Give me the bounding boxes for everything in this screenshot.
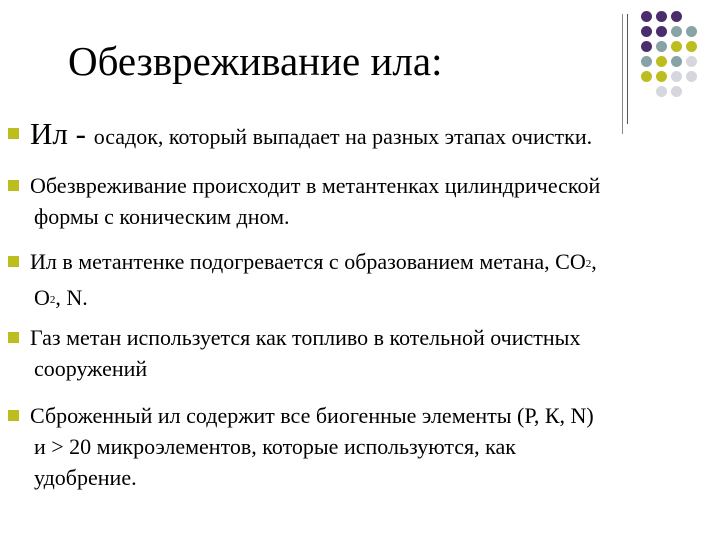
decor-dot bbox=[686, 26, 697, 37]
decor-dot bbox=[641, 56, 652, 67]
bullet-line: осадок, который выпадает на разных этапах очистки. bbox=[93, 124, 593, 149]
square-bullet-icon bbox=[8, 128, 19, 139]
bullet-item-1 bbox=[8, 118, 592, 152]
decor-dot bbox=[656, 26, 667, 37]
decor-dot bbox=[671, 26, 682, 37]
subscript: 2 bbox=[585, 258, 592, 270]
decor-dot bbox=[656, 41, 667, 52]
decor-dot bbox=[686, 56, 697, 67]
decor-dot-grid bbox=[640, 10, 720, 120]
bullet-item-5 bbox=[8, 400, 594, 493]
bullet-line: Газ метан используется как топливо в котельной очистных bbox=[30, 325, 581, 350]
bullet-line: сооружений bbox=[34, 356, 148, 381]
bullet-item-4 bbox=[8, 322, 580, 384]
bullet-item-3 bbox=[8, 246, 597, 318]
decor-dot bbox=[656, 11, 667, 22]
decor-dot bbox=[641, 26, 652, 37]
decor-vertical-line-gray bbox=[622, 14, 623, 134]
decor-vertical-line-dark bbox=[627, 14, 628, 124]
bullet-line: Обезвреживание происходит в метантенках цилиндрической bbox=[30, 173, 601, 198]
decor-dot bbox=[656, 56, 667, 67]
decor-dot bbox=[671, 86, 682, 97]
decor-dot bbox=[641, 41, 652, 52]
bullet-item-2 bbox=[8, 170, 600, 232]
bullet-line: Ил в метантенке подогревается с образованием метана, СО bbox=[30, 249, 586, 274]
decor-dot bbox=[671, 71, 682, 82]
square-bullet-icon bbox=[8, 180, 19, 191]
bullet-line: О bbox=[34, 285, 50, 310]
bullet-text bbox=[30, 246, 597, 282]
decor-dot bbox=[671, 11, 682, 22]
decor-dot bbox=[641, 71, 652, 82]
bullet-line-end: , N. bbox=[55, 285, 88, 310]
bullet-line-end: , bbox=[591, 249, 597, 274]
decor-dot bbox=[686, 71, 697, 82]
square-bullet-icon bbox=[8, 256, 19, 267]
bullet-text bbox=[34, 282, 597, 318]
bullet-line: Сброженный ил содержит все биогенные элементы (Р, К, N) bbox=[30, 403, 594, 428]
square-bullet-icon bbox=[8, 332, 19, 343]
bullet-line: формы с коническим дном. bbox=[34, 204, 290, 229]
slide-title: Обезвреживание ила: bbox=[68, 38, 443, 84]
bullet-text bbox=[30, 118, 592, 152]
bullet-line: удобрение. bbox=[34, 465, 137, 490]
decor-dot bbox=[656, 86, 667, 97]
bullet-line: и > 20 микроэлементов, которые используются, как bbox=[34, 434, 516, 459]
square-bullet-icon bbox=[8, 410, 19, 421]
bullet-lead-term: Ил - bbox=[30, 116, 94, 151]
decor-dot bbox=[641, 11, 652, 22]
subscript: 2 bbox=[49, 294, 56, 306]
decor-dot bbox=[686, 41, 697, 52]
decor-dot bbox=[656, 71, 667, 82]
decor-dot bbox=[671, 56, 682, 67]
decor-dot bbox=[671, 41, 682, 52]
